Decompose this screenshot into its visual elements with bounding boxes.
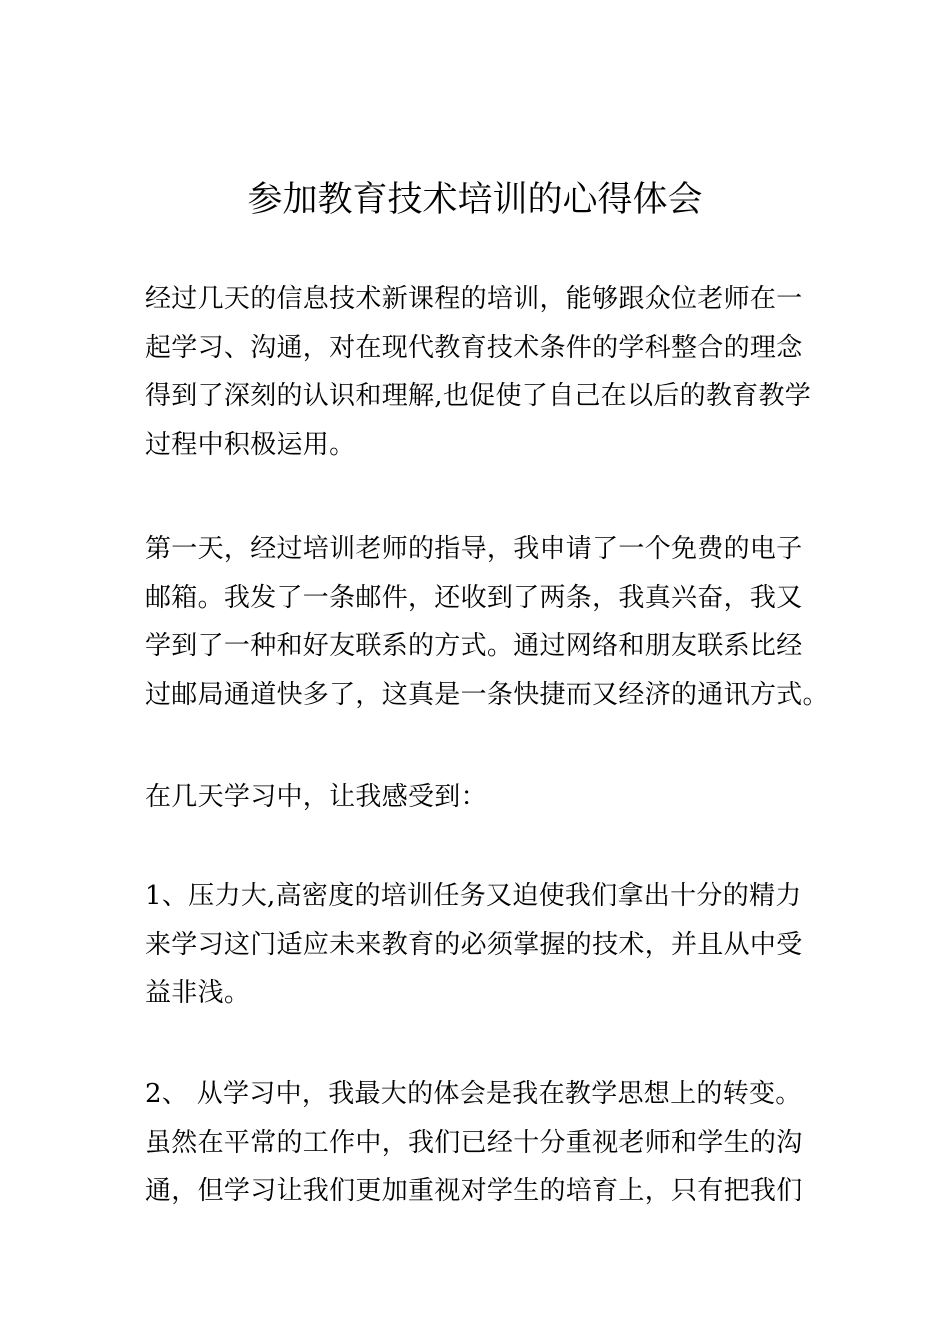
text-line: 过邮局通道快多了，这真是一条快捷而又经济的通讯方式。: [145, 679, 829, 710]
paragraph-day-one: [145, 525, 829, 719]
text-line: 起学习、沟通，对在现代教育技术条件的学科整合的理念: [145, 332, 803, 363]
document-title: 参加教育技术培训的心得体会: [247, 180, 703, 220]
text-line: 虽然在平常的工作中，我们已经十分重视老师和学生的沟: [145, 1127, 803, 1158]
text-line: 2、 从学习中，我最大的体会是我在教学思想上的转变。: [145, 1079, 802, 1109]
text-line: 第一天，经过培训老师的指导，我申请了一个免费的电子: [145, 534, 803, 564]
text-line: 学到了一种和好友联系的方式。通过网络和朋友联系比经: [145, 631, 803, 661]
text-line: 过程中积极运用。: [145, 429, 356, 460]
paragraph-point-two: [145, 1070, 810, 1216]
text-line: 经过几天的信息技术新课程的培训，能够跟众位老师在一: [145, 284, 803, 314]
text-line: 来学习这门适应未来教育的必须掌握的技术，并且从中受: [145, 929, 803, 960]
paragraph-feelings-intro: [145, 773, 810, 822]
text-line: 在几天学习中，让我感受到：: [145, 782, 487, 812]
text-line: 邮箱。我发了一条邮件，还收到了两条，我真兴奋，我又: [145, 582, 803, 613]
paragraph-point-one: [145, 872, 810, 1018]
text-line: 得到了深刻的认识和理解,也促使了自己在以后的教育教学: [145, 381, 812, 411]
text-line: 益非浅。: [145, 978, 251, 1008]
text-line: 1、压力大,高密度的培训任务又迫使我们拿出十分的精力: [145, 881, 802, 911]
text-line: 通，但学习让我们更加重视对学生的培育上，只有把我们: [145, 1176, 803, 1206]
paragraph-intro: [145, 275, 810, 469]
